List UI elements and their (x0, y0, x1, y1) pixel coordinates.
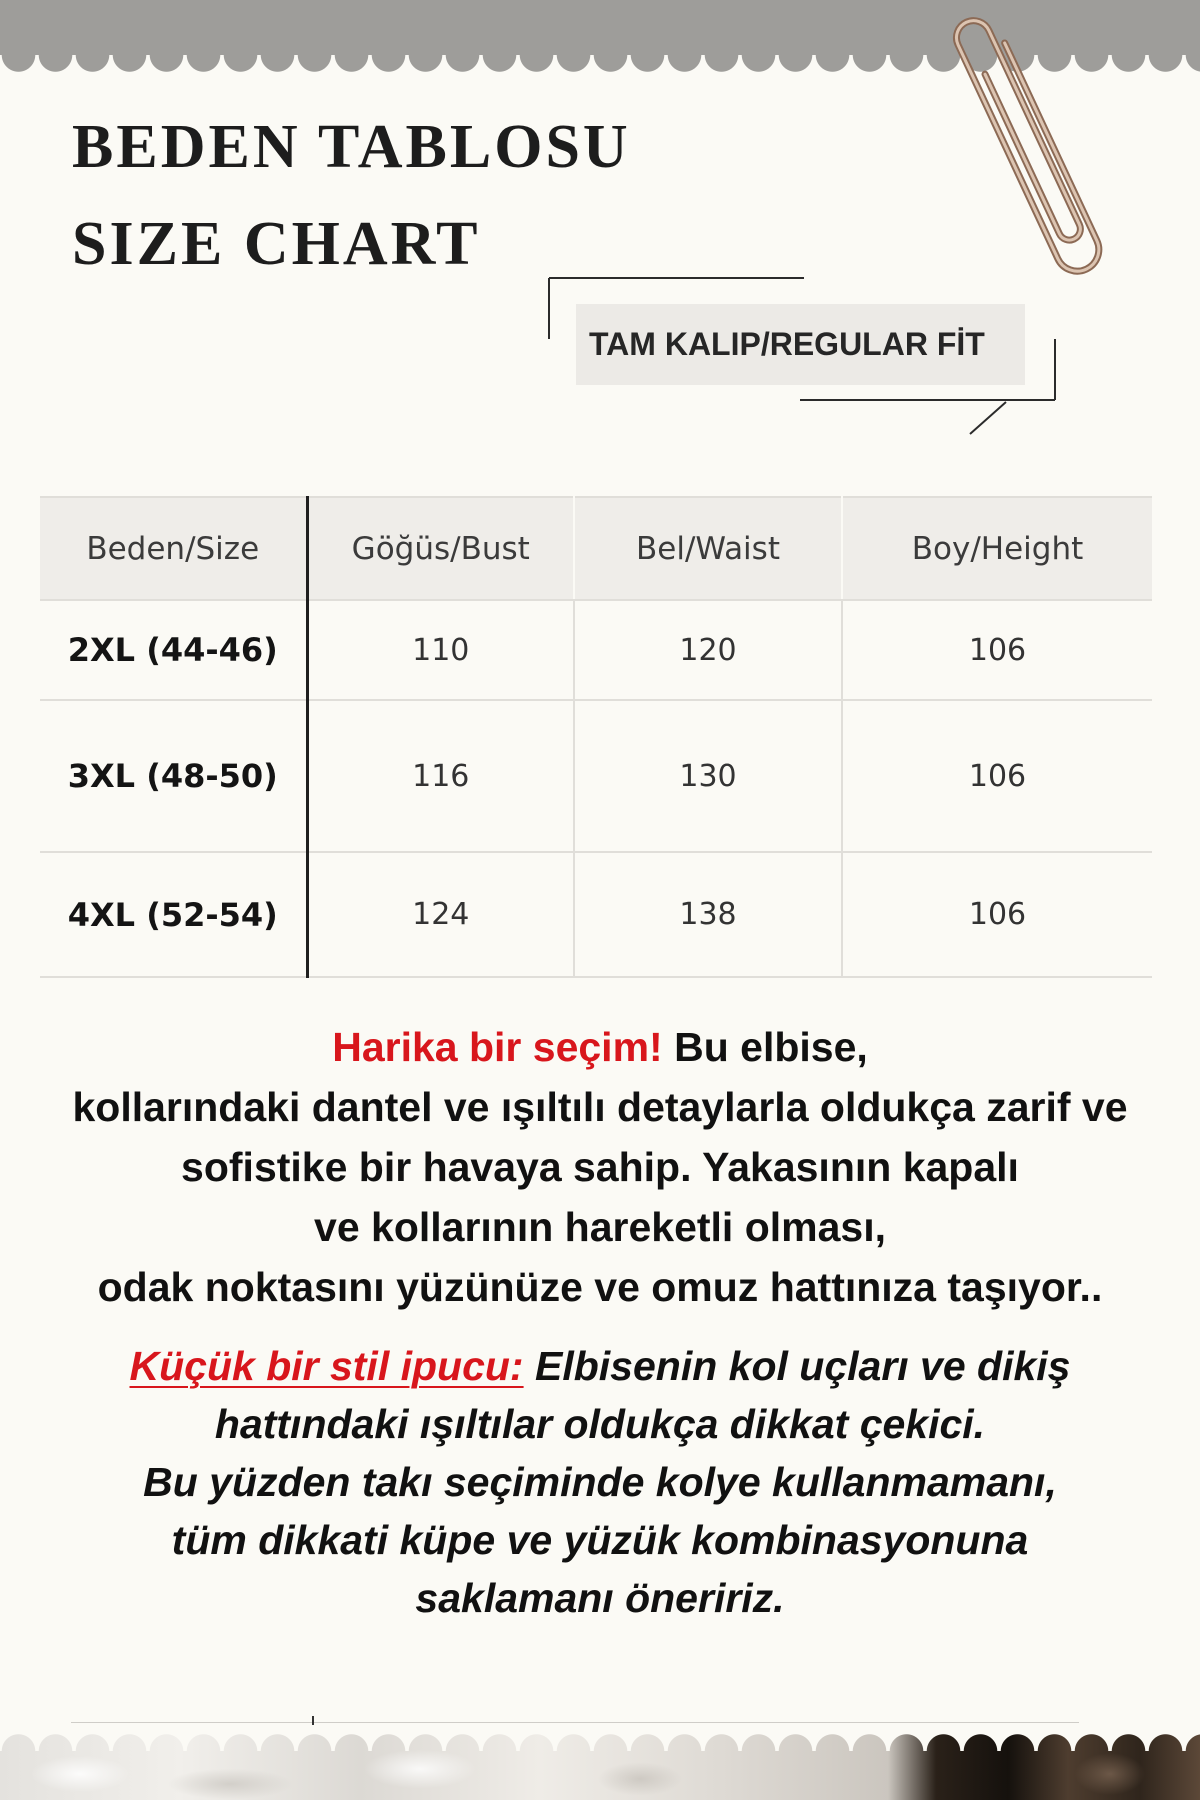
style-tip (0, 1337, 1200, 1627)
bottom-divider (71, 1722, 1079, 1723)
waist-cell: 120 (574, 600, 842, 700)
header-bust: Göğüs/Bust (307, 497, 574, 600)
page-subtitle: SIZE CHART (72, 210, 481, 278)
product-description (0, 1017, 1200, 1317)
style-tip-line (0, 1337, 1200, 1395)
style-tip-line: saklamanı öneririz. (415, 1575, 785, 1621)
divider-tick (312, 1716, 314, 1725)
description-line: sofistike bir havaya sahip. Yakasının kapalı (181, 1144, 1019, 1190)
description-line: odak noktasını yüzünüze ve omuz hattınıza taşıyor.. (97, 1264, 1103, 1310)
table-head (40, 497, 1152, 600)
table-header-row (40, 497, 1152, 600)
style-tip-line: tüm dikkati küpe ve yüzük kombinasyonuna (171, 1517, 1029, 1563)
table-row (40, 700, 1152, 852)
description-line: kollarındaki dantel ve ışıltılı detaylarla oldukça zarif ve (72, 1084, 1128, 1130)
description-line: ve kollarının hareketli olması, (314, 1204, 886, 1250)
height-cell: 106 (842, 700, 1152, 852)
top-frame (0, 0, 1200, 55)
table-row (40, 600, 1152, 700)
description-text: Bu elbise, (674, 1024, 868, 1070)
table-body (40, 600, 1152, 977)
style-tip-label: Küçük bir stil ipucu: (129, 1343, 524, 1389)
style-tip-line: Bu yüzden takı seçiminde kolye kullanmamanı, (143, 1459, 1057, 1505)
style-tip-text: Elbisenin kol uçları ve dikiş (535, 1343, 1071, 1389)
bust-cell: 110 (307, 600, 574, 700)
page-title: BEDEN TABLOSU (72, 113, 631, 181)
style-tip-line: hattındaki ışıltılar oldukça dikkat çekici. (214, 1401, 986, 1447)
table-row (40, 852, 1152, 977)
header-size: Beden/Size (40, 497, 307, 600)
size-cell: 4XL (52-54) (40, 852, 307, 977)
bust-cell: 116 (307, 700, 574, 852)
waist-cell: 138 (574, 852, 842, 977)
waist-cell: 130 (574, 700, 842, 852)
scalloped-edge-bottom (0, 1734, 1200, 1751)
size-chart-table (40, 496, 1152, 978)
bust-cell: 124 (307, 852, 574, 977)
header-height: Boy/Height (842, 497, 1152, 600)
header-waist: Bel/Waist (574, 497, 842, 600)
size-cell: 2XL (44-46) (40, 600, 307, 700)
fit-badge: TAM KALIP/REGULAR FİT (576, 304, 1025, 385)
height-cell: 106 (842, 600, 1152, 700)
bracket-tail (970, 402, 1006, 434)
size-cell: 3XL (48-50) (40, 700, 307, 852)
description-highlight: Harika bir seçim! (332, 1024, 663, 1070)
description-line (0, 1017, 1200, 1077)
height-cell: 106 (842, 852, 1152, 977)
